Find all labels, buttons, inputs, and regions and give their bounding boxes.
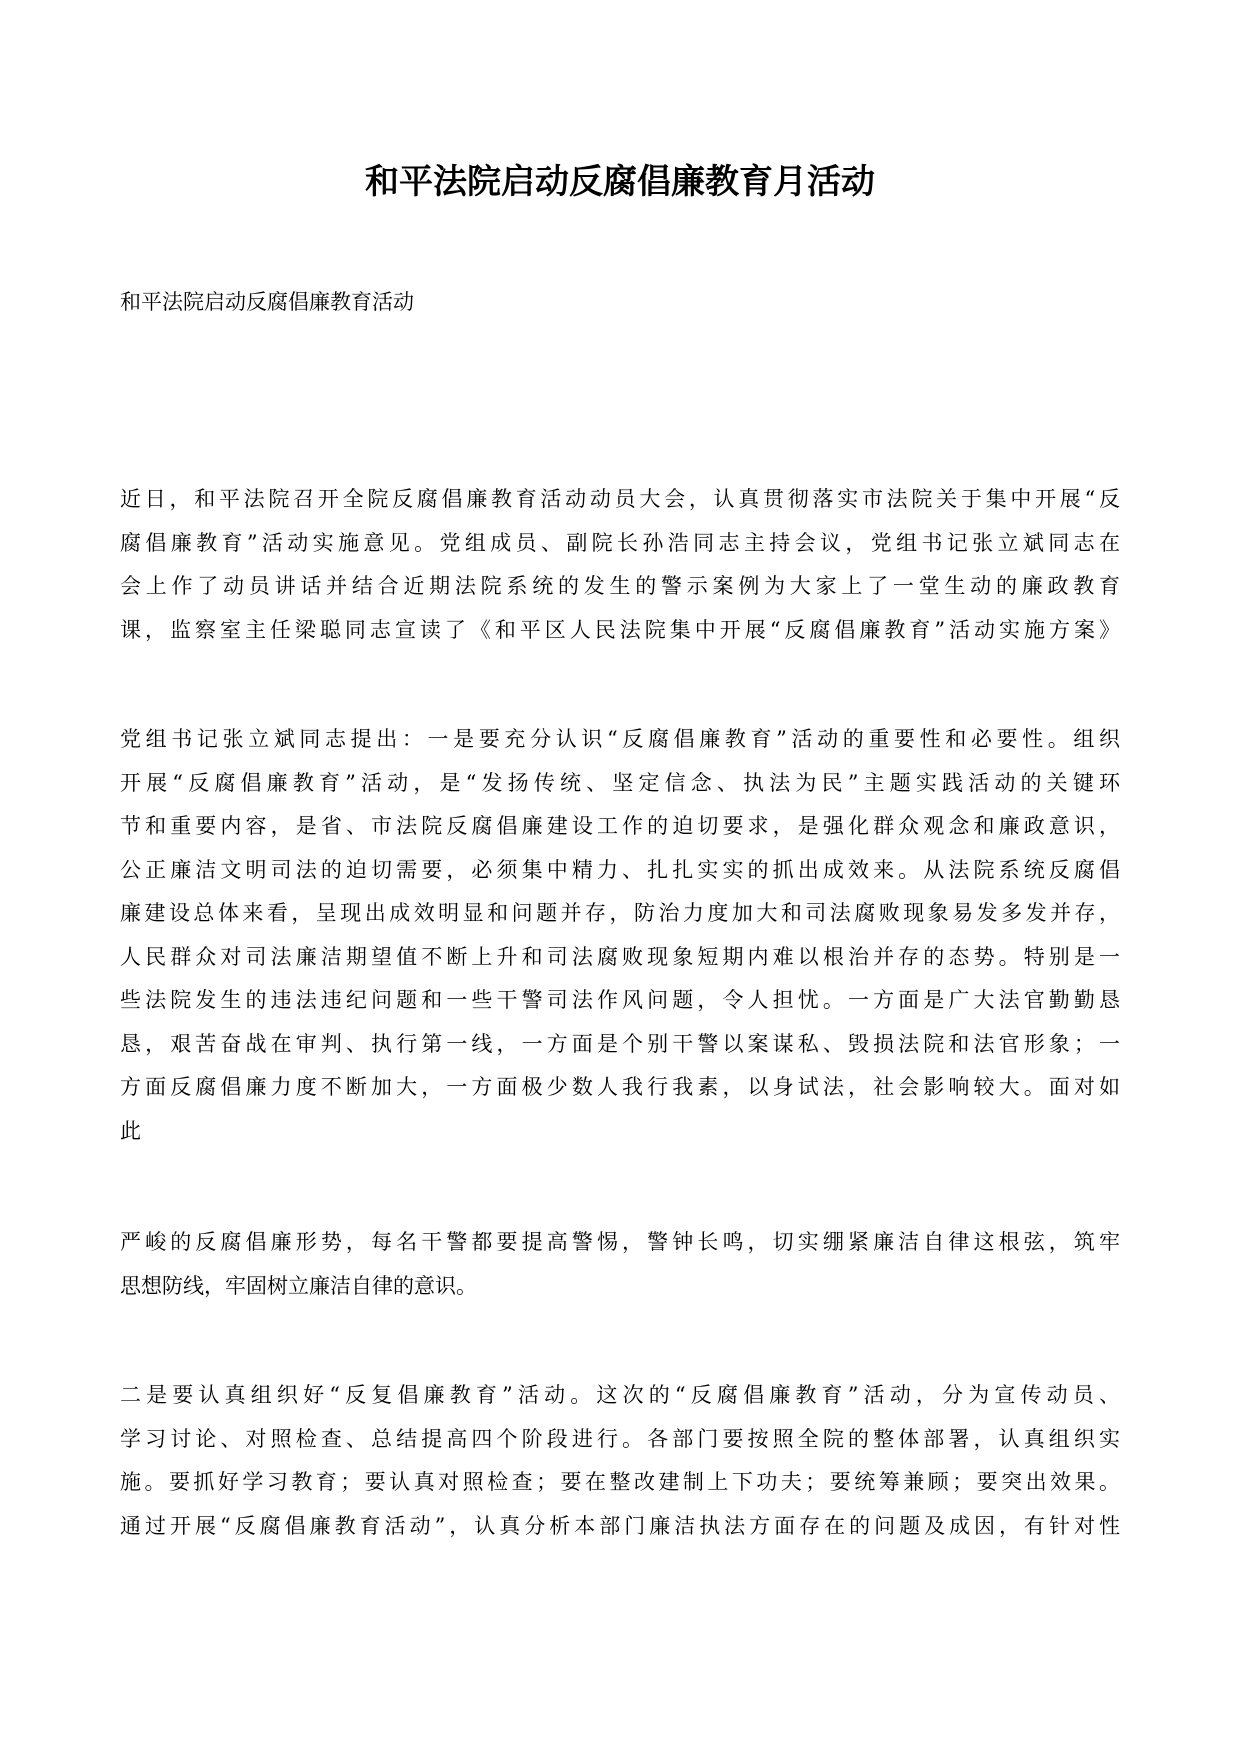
paragraph-line: 廉建设总体来看，呈现出成效明显和问题并存，防治力度加大和司法腐败现象易发多发并存， — [120, 901, 1120, 925]
paragraph-line: 施。要抓好学习教育；要认真对照检查；要在整改建制上下功夫；要统筹兼顾；要突出效果。 — [120, 1470, 1120, 1494]
paragraph-2 — [120, 718, 1120, 1153]
paragraph-line: 学习讨论、对照检查、总结提高四个阶段进行。各部门要按照全院的整体部署，认真组织实 — [120, 1426, 1120, 1451]
paragraph-line: 节和重要内容，是省、市法院反腐倡廉建设工作的迫切要求，是强化群众观念和廉政意识， — [120, 814, 1120, 838]
paragraph-line: 公正廉洁文明司法的迫切需要，必须集中精力、扎扎实实的抓出成效来。从法院系统反腐倡 — [120, 857, 1120, 882]
paragraph-line: 方面反腐倡廉力度不断加大，一方面极少数人我行我素，以身试法，社会影响较大。面对如 — [120, 1075, 1120, 1099]
paragraph-1 — [120, 478, 1120, 652]
paragraph-line: 开展“反腐倡廉教育”活动，是“发扬传统、坚定信念、执法为民”主题实践活动的关键环 — [120, 770, 1120, 795]
paragraph-line: 些法院发生的违法违纪问题和一些干警司法作风问题，令人担忧。一方面是广大法官勤勤恳 — [120, 988, 1120, 1012]
paragraph-line: 此 — [120, 1118, 141, 1143]
document-subtitle: 和平法院启动反腐倡廉教育活动 — [120, 290, 414, 314]
paragraph-line: 近日，和平法院召开全院反腐倡廉教育活动动员大会，认真贯彻落实市法院关于集中开展“反 — [120, 487, 1120, 511]
paragraph-line: 课，监察室主任梁聪同志宣读了《和平区人民法院集中开展“反腐倡廉教育”活动实施方案》 — [120, 617, 1120, 642]
paragraph-line: 思想防线，牢固树立廉洁自律的意识。 — [120, 1273, 477, 1298]
paragraph-line: 通过开展“反腐倡廉教育活动”，认真分析本部门廉洁执法方面存在的问题及成因，有针对性 — [120, 1513, 1120, 1538]
paragraph-3 — [120, 1221, 1120, 1308]
paragraph-line: 恳，艰苦奋战在审判、执行第一线，一方面是个别干警以案谋私、毁损法院和法官形象；一 — [120, 1031, 1120, 1056]
paragraph-line: 会上作了动员讲话并结合近期法院系统的发生的警示案例为大家上了一堂生动的廉政教育 — [120, 574, 1120, 598]
paragraph-line: 二是要认真组织好“反复倡廉教育”活动。这次的“反腐倡廉教育”活动，分为宣传动员、 — [120, 1383, 1120, 1407]
paragraph-4 — [120, 1374, 1120, 1548]
document-title: 和平法院启动反腐倡廉教育月活动 — [365, 162, 875, 202]
paragraph-line: 腐倡廉教育”活动实施意见。党组成员、副院长孙浩同志主持会议，党组书记张立斌同志在 — [120, 530, 1120, 555]
paragraph-line: 人民群众对司法廉洁期望值不断上升和司法腐败现象短期内难以根治并存的态势。特别是一 — [120, 944, 1120, 969]
paragraph-line: 严峻的反腐倡廉形势，每名干警都要提高警惕，警钟长鸣，切实绷紧廉洁自律这根弦，筑牢 — [120, 1230, 1120, 1254]
paragraph-line: 党组书记张立斌同志提出：一是要充分认识“反腐倡廉教育”活动的重要性和必要性。组织 — [120, 727, 1120, 751]
